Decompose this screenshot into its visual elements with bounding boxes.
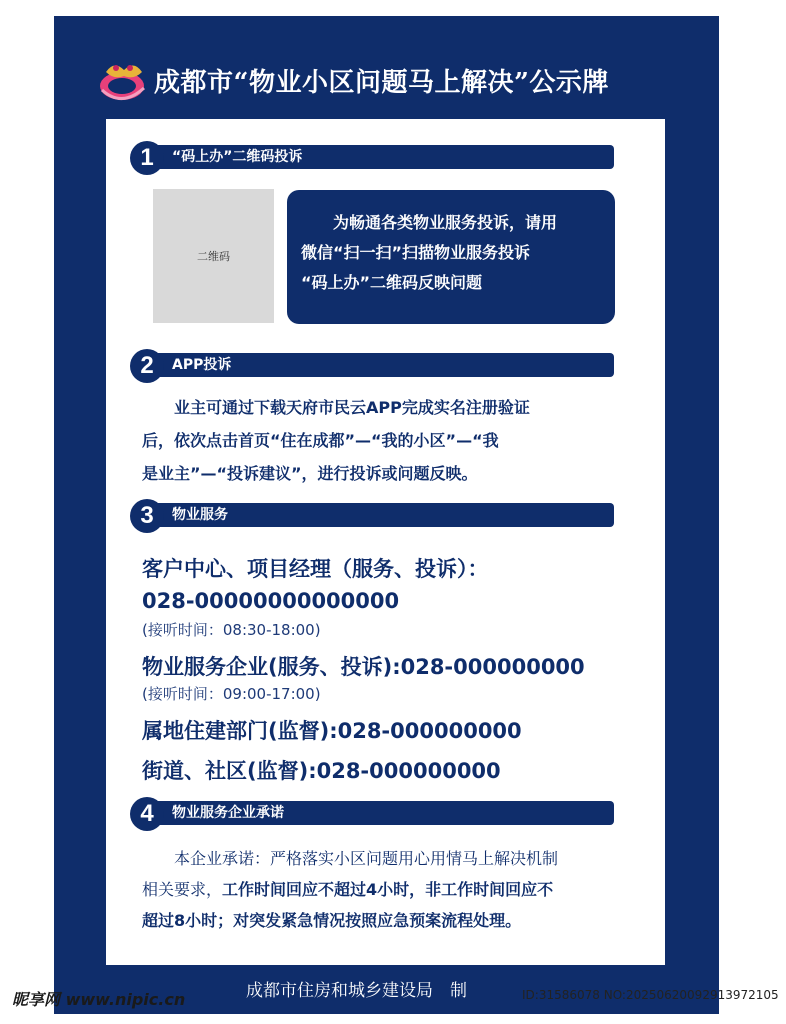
section-header-4 bbox=[130, 797, 614, 827]
street-community-contact: 街道、社区(监督):028-000000000 bbox=[142, 759, 501, 783]
page-title: 成都市“物业小区问题马上解决”公示牌 bbox=[154, 68, 609, 98]
notice-board bbox=[54, 16, 719, 1014]
section-label: APP投诉 bbox=[172, 357, 232, 373]
watermark-site: 昵享网 www.nipic.cn bbox=[12, 990, 186, 1009]
chengdu-logo-icon bbox=[96, 56, 152, 106]
section-label: 物业服务企业承诺 bbox=[172, 805, 284, 821]
section-label: 物业服务 bbox=[172, 507, 228, 523]
watermark-id: ID:31586078 NO:20250620092913972105 bbox=[522, 988, 779, 1002]
issuer-footer: 成都市住房和城乡建设局 制 bbox=[246, 981, 467, 1001]
customer-center-hours: (接听时间：08:30-18:00) bbox=[142, 621, 321, 639]
enterprise-hours: (接听时间：09:00-17:00) bbox=[142, 685, 321, 703]
customer-center-label: 客户中心、项目经理（服务、投诉）： bbox=[142, 557, 489, 581]
section-label: “码上办”二维码投诉 bbox=[172, 149, 303, 165]
content-panel bbox=[106, 119, 665, 965]
section-number: 1 bbox=[130, 141, 164, 175]
enterprise-promise: 本企业承诺：严格落实小区问题用心用情马上解决机制 相关要求，工作时间回应不超过4小时，非工作时间回应不 超过8小时；对突发紧急情况按照应急预案流程处理。 bbox=[142, 849, 559, 930]
app-instructions: 业主可通过下载天府市民云APP完成实名注册验证 后，依次点击首页“住在成都”—“我的小区”—“我 是业主”—“投诉建议”，进行投诉或问题反映。 bbox=[142, 398, 530, 483]
section-header-1 bbox=[130, 141, 614, 171]
qr-code-placeholder: 二维码 bbox=[153, 189, 274, 323]
section-number: 3 bbox=[130, 499, 164, 533]
enterprise-contact: 物业服务企业(服务、投诉):028-000000000 bbox=[142, 655, 585, 679]
section-header-2 bbox=[130, 349, 614, 379]
section-number: 2 bbox=[130, 349, 164, 383]
section-number: 4 bbox=[130, 797, 164, 831]
qr-instructions: 为畅通各类物业服务投诉，请用 微信“扫一扫”扫描物业服务投诉 “码上办”二维码反映问题 bbox=[287, 190, 615, 324]
customer-center-phone: 028-00000000000000 bbox=[142, 589, 400, 613]
housing-dept-contact: 属地住建部门(监督):028-000000000 bbox=[142, 719, 522, 743]
section-header-3 bbox=[130, 499, 614, 529]
